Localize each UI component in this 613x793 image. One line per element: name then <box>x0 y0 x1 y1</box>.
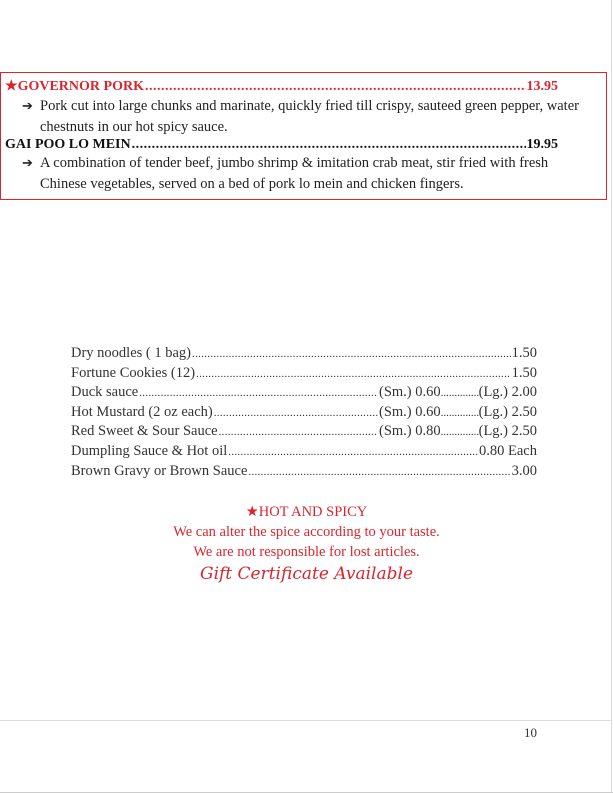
large-price: (Lg.) 2.00 <box>478 384 537 401</box>
notes-section <box>0 502 613 584</box>
arrow-icon: ➔ <box>22 98 33 113</box>
list-item <box>71 404 537 424</box>
page-edge <box>611 0 612 793</box>
extra-price: 1.50 <box>511 345 537 361</box>
lost-articles-note: We are not responsible for lost articles. <box>193 544 420 560</box>
extra-name: Fortune Cookies (12) <box>71 364 196 381</box>
description-text: Pork cut into large chunks and marinate, quickly fried till crispy, sauteed green pepper, water chestnuts in our hot spicy sauce. <box>40 98 579 135</box>
page-number: 10 <box>524 725 537 740</box>
list-item <box>71 365 537 385</box>
extra-name: Duck sauce <box>71 384 139 401</box>
list-item <box>71 423 537 443</box>
spice-note: We can alter the spice according to your taste. <box>173 524 440 540</box>
small-price: (Sm.) 0.80 <box>378 423 441 440</box>
extra-name: Brown Gravy or Brown Sauce <box>71 462 248 479</box>
dot-leader <box>132 137 526 153</box>
extra-name: Dry noodles ( 1 bag) <box>71 345 192 361</box>
footer-divider <box>0 720 611 721</box>
list-item <box>71 443 537 463</box>
arrow-icon: ➔ <box>22 155 33 170</box>
menu-item-governor-pork <box>5 78 558 95</box>
list-item <box>71 384 537 404</box>
star-icon: ★ <box>5 79 18 94</box>
small-price: (Sm.) 0.60 <box>378 403 441 420</box>
menu-item-gai-poo-lo-mein <box>5 137 558 153</box>
description-text: A combination of tender beef, jumbo shrimp & imitation crab meat, stir fried with fresh Chinese vegetables, served on a bed of pork lo mein and chicken fingers. <box>40 155 549 192</box>
list-item <box>71 463 537 483</box>
extras-price-list <box>71 345 537 482</box>
item-description <box>22 96 592 137</box>
small-price: (Sm.) 0.60 <box>378 384 441 401</box>
large-price: (Lg.) 2.50 <box>478 403 537 420</box>
item-name: GOVERNOR PORK <box>17 79 144 94</box>
extra-price: 0.80 Each <box>479 442 537 459</box>
extra-price: 3.00 <box>511 462 537 479</box>
extra-name: Dumpling Sauce & Hot oil <box>71 442 228 459</box>
item-price: 19.95 <box>526 137 558 152</box>
extra-name: Red Sweet & Sour Sauce <box>71 423 218 440</box>
hot-spicy-legend: ★HOT AND SPICY <box>245 504 368 520</box>
gift-certificate-note: Gift Certificate Available <box>199 564 413 584</box>
list-item <box>71 345 537 365</box>
large-price: (Lg.) 2.50 <box>478 423 537 440</box>
extra-name: Hot Mustard (2 oz each) <box>71 403 213 420</box>
extra-price: 1.50 <box>511 364 537 381</box>
item-price: 13.95 <box>526 79 558 94</box>
item-name: GAI POO LO MEIN <box>5 137 131 152</box>
dot-leader <box>145 79 526 95</box>
item-description <box>22 153 592 194</box>
